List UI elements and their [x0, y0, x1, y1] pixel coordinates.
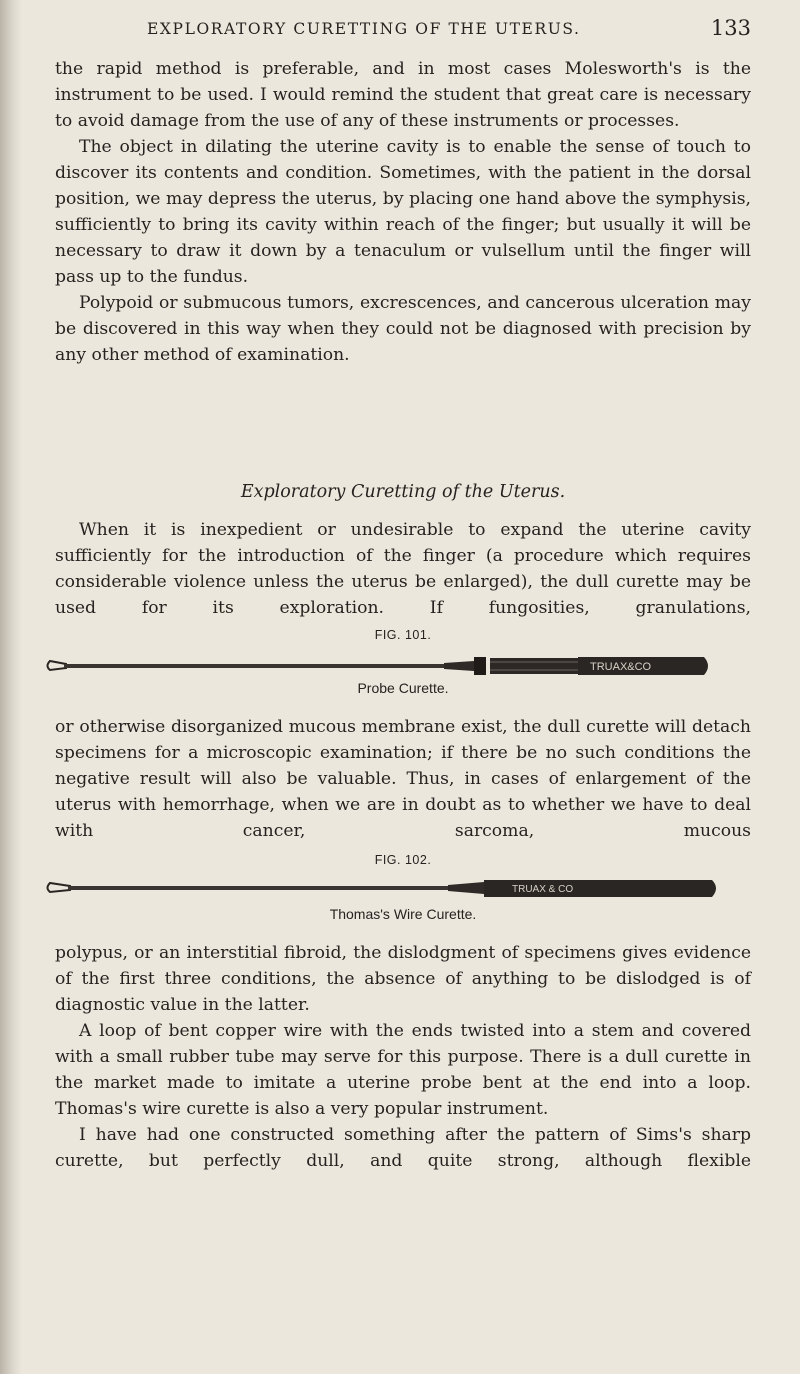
text-block-top [55, 56, 751, 368]
paragraph-6: polypus, or an interstitial fibroid, the dislodgment of specimens gives evidence of the first three conditions, the absence of anything to be dislodged is of diagnostic value in the latter. [55, 943, 751, 1015]
wire-curette-maker-mark: TRUAX & CO [512, 884, 574, 895]
paragraph-5: or otherwise disorganized mucous membrane exist, the dull curette will detach specimens for a microscopic examination; if there be no such conditions the negative result will also be valuable. Thus, in cases of enlargement of the uterus with hemorrhage, when we are in doubt as to whether we have to deal with cancer, sarcoma, mucous [55, 717, 751, 841]
paragraph-2: The object in dilating the uterine cavity is to enable the sense of touch to discover its contents and condition. Sometimes, with the patient in the dorsal position, we may depress the uterus, by placing one hand above the symphysis, sufficiently to bring its cavity within reach of the finger; but usually it will be necessary to draw it down by a tenaculum or vulsellum until the finger will pass up to the fundus. [55, 137, 751, 287]
probe-curette-maker-mark: TRUAX&CO [590, 661, 652, 673]
running-header [55, 10, 751, 44]
figure-102-caption: Thomas's Wire Curette. [329, 906, 477, 922]
section-heading: Exploratory Curetting of the Uterus. [240, 482, 566, 502]
text-block-mid [55, 714, 751, 844]
text-block-bottom [55, 940, 751, 1174]
paragraph-4: When it is inexpedient or undesirable to expand the uterine cavity sufficiently for the introduction of the finger (a procedure which requires considerable violence unless the uterus be enlarged), the dull curette may be used for its exploration. If fungosities, granulations, [55, 520, 751, 618]
page-gutter-shadow [0, 0, 22, 1374]
text-block-section [55, 517, 751, 621]
probe-curette-illustration [44, 652, 754, 680]
page-number: 133 [710, 16, 751, 40]
paragraph-8: I have had one constructed something after the pattern of Sims's sharp curette, but perfectly dull, and quite strong, although flexible [55, 1125, 751, 1171]
paragraph-3: Polypoid or submucous tumors, excrescences, and cancerous ulceration may be discovered in this way when they could not be diagnosed with precision by any other method of examination. [55, 293, 751, 365]
header-title: EXPLORATORY CURETTING OF THE UTERUS. [147, 20, 581, 38]
paragraph-7: A loop of bent copper wire with the ends twisted into a stem and covered with a small rubber tube may serve for this purpose. There is a dull curette in the market made to imitate a uterine probe bent at the end into a loop. Thomas's wire curette is also a very popular instrument. [55, 1021, 751, 1119]
figure-101-caption: Probe Curette. [357, 680, 449, 696]
figure-102-label: FIG. 102. [374, 853, 432, 867]
figure-101-label: FIG. 101. [374, 628, 432, 642]
wire-curette-illustration [44, 874, 754, 902]
paragraph-1: the rapid method is preferable, and in most cases Molesworth's is the instrument to be used. I would remind the student that great care is necessary to avoid damage from the use of any of these instruments or processes. [55, 59, 751, 131]
